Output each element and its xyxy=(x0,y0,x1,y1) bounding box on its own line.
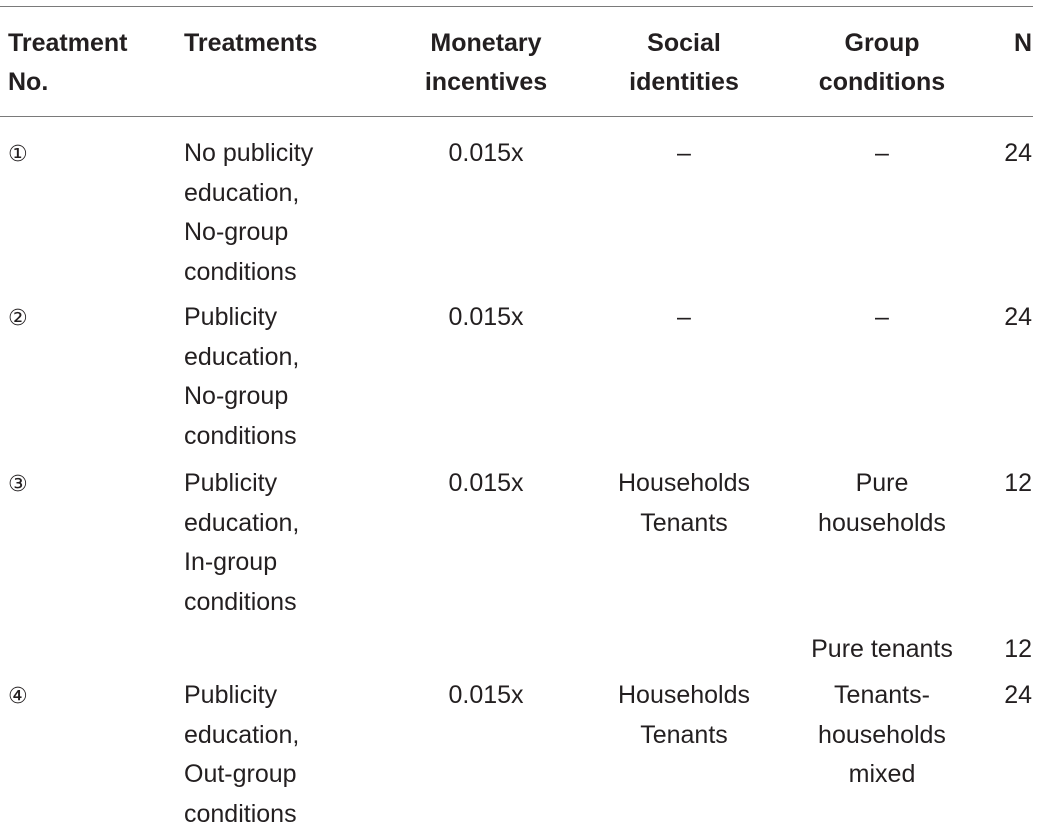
cell-social: Households Tenants xyxy=(617,681,751,749)
cell-group: – xyxy=(875,139,889,167)
cell-n: 12 xyxy=(1004,635,1032,663)
cell-treatment: No publicity education, No-group conditions xyxy=(184,139,314,286)
cell-group: Tenants- households mixed xyxy=(818,681,946,788)
table-header-rule xyxy=(0,116,1033,117)
header-monetary-incentives: Monetary incentives xyxy=(424,29,548,96)
cell-group: – xyxy=(875,303,889,331)
cell-monetary: 0.015x xyxy=(448,469,524,497)
cell-monetary: 0.015x xyxy=(448,139,524,167)
cell-social: – xyxy=(677,303,691,331)
cell-n: 24 xyxy=(1004,303,1032,331)
cell-monetary: 0.015x xyxy=(448,303,524,331)
table-header xyxy=(0,24,1033,104)
cell-treatment-no: ④ xyxy=(8,683,28,708)
cell-treatment: Publicity education, No-group conditions xyxy=(184,303,300,450)
header-treatments: Treatments xyxy=(184,29,318,57)
table-top-rule xyxy=(0,6,1033,7)
cell-n: 24 xyxy=(1004,681,1032,709)
cell-n: 24 xyxy=(1004,139,1032,167)
cell-group: Pure tenants xyxy=(811,635,953,663)
header-group-conditions: Group conditions xyxy=(818,29,946,96)
cell-monetary: 0.015x xyxy=(448,681,524,709)
cell-treatment: Publicity education, Out-group conditions xyxy=(184,681,300,828)
cell-treatment-no: ② xyxy=(8,305,28,330)
header-n: N xyxy=(1013,29,1032,57)
cell-n: 12 xyxy=(1004,469,1032,497)
header-treatment-no: Treatment No. xyxy=(8,29,128,96)
header-social-identities: Social identities xyxy=(629,29,739,96)
cell-group: Pure households xyxy=(818,469,946,537)
cell-social: Households Tenants xyxy=(617,469,751,537)
cell-treatment-no: ① xyxy=(8,141,28,166)
cell-treatment-no: ③ xyxy=(8,471,28,496)
cell-treatment: Publicity education, In-group conditions xyxy=(184,469,300,616)
cell-social: – xyxy=(677,139,691,167)
